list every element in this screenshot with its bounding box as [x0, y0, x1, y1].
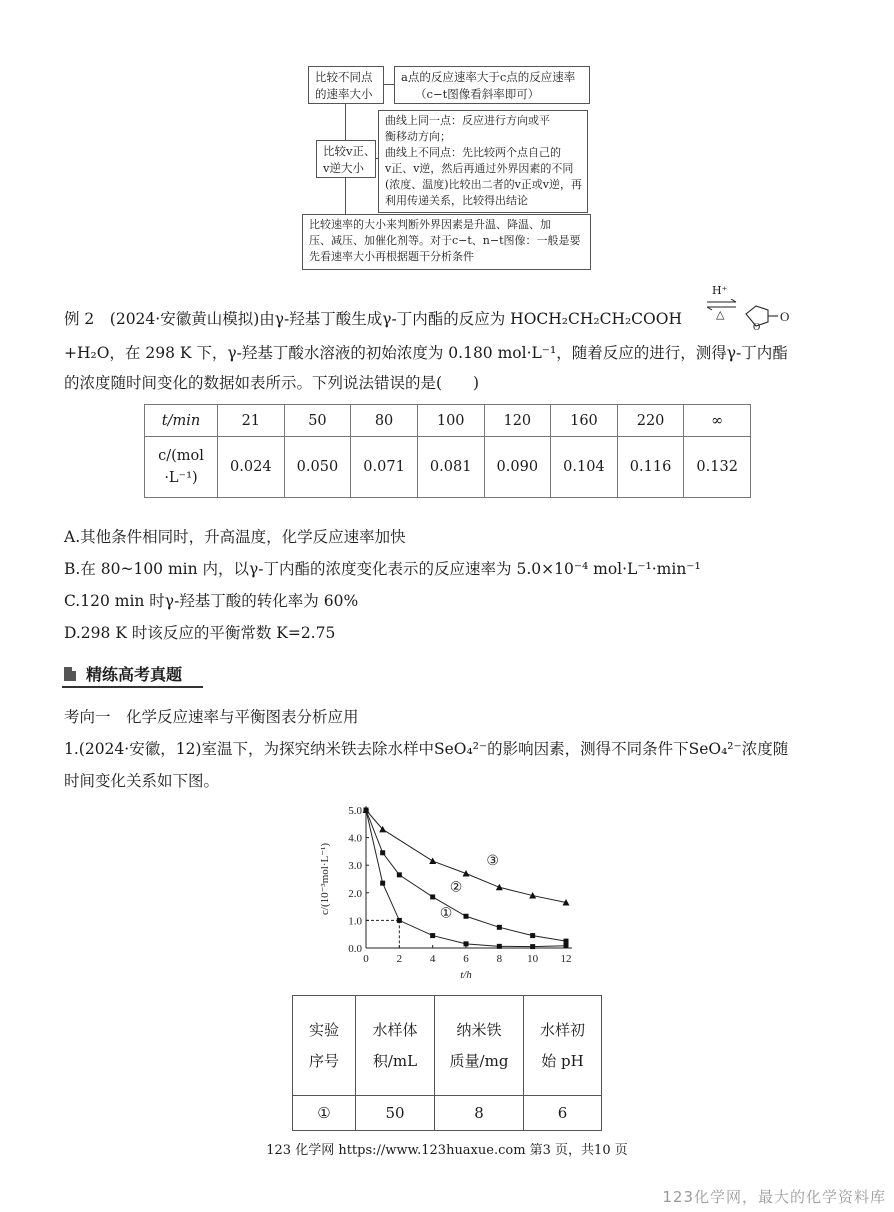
table-cell: 220 [617, 405, 684, 437]
table-cell: 0.090 [484, 437, 551, 498]
table-header-cell: 实验 序号 [293, 996, 356, 1096]
concentration-table [144, 404, 751, 498]
table-cell: ∞ [684, 405, 751, 437]
flow-text: 衡移动方向； [385, 130, 451, 143]
reaction-conditions [706, 284, 738, 320]
y-tick-label: 1.0 [348, 915, 362, 928]
option-b: B.在 80~100 min 内，以γ-丁内酯的浓度变化表示的反应速率为 5.0×10⁻⁴ mol·L⁻¹·min⁻¹ [64, 560, 701, 578]
table-row-label: c/(mol ·L⁻¹) [145, 437, 218, 498]
flow-text: 利用传递关系，比较得出结论 [385, 194, 528, 207]
data-point [380, 881, 385, 886]
x-tick-label: 8 [496, 953, 503, 965]
table-cell: 0.116 [617, 437, 684, 498]
table-cell: 0.050 [284, 437, 351, 498]
table-header-label: t/min [145, 405, 218, 437]
document-icon [64, 667, 76, 681]
data-point [429, 858, 436, 865]
flow-box-external-factors [302, 214, 591, 270]
table-cell: 80 [351, 405, 418, 437]
data-point [530, 933, 535, 938]
catalyst-label: H⁺ [712, 284, 728, 297]
option-d: D.298 K 时该反应的平衡常数 K=2.75 [64, 624, 336, 642]
data-point [397, 918, 402, 923]
option-a: A.其他条件相同时，升高温度，化学反应速率加快 [64, 528, 406, 546]
flow-text: 比较不同点 [315, 70, 373, 84]
table-cell: 8 [435, 1096, 524, 1131]
experiment-conditions-table [292, 995, 602, 1131]
carbonyl-oxygen-label: O [780, 309, 790, 324]
data-point [564, 939, 569, 944]
x-tick-label: 4 [429, 953, 436, 965]
data-point [464, 914, 469, 919]
flow-box-compare-v [316, 140, 376, 178]
table-cell: 100 [417, 405, 484, 437]
question-1-line-1: 1.(2024·安徽，12)室温下，为探究纳米铁去除水样中SeO₄²⁻的影响因素，测得不同条件下SeO₄²⁻浓度随 [64, 740, 789, 758]
flow-connector [345, 178, 346, 214]
data-point [530, 944, 535, 949]
table-header-cell: 水样体 积/mL [356, 996, 435, 1096]
table-row [293, 1096, 602, 1131]
data-point [496, 884, 503, 891]
y-tick-label: 5.0 [348, 805, 362, 817]
x-tick-label: 0 [363, 953, 369, 965]
flow-text: 先看速率大小再根据题干分析条件 [309, 250, 474, 263]
table-header-cell: 纳米铁 质量/mg [435, 996, 524, 1096]
data-point [497, 925, 502, 930]
flow-text: 曲线上不同点：先比较两个点自己的 [385, 146, 561, 159]
section-title: 精练高考真题 [86, 665, 183, 684]
y-tick-label: 4.0 [348, 832, 362, 845]
flow-text: a点的反应速率大于c点的反应速率 [401, 70, 576, 84]
page-footer: 123 化学网 https://www.123huaxue.com 第3 页，共10 页 [266, 1143, 628, 1158]
table-cell: 6 [524, 1096, 602, 1131]
flow-text: v逆大小 [323, 161, 364, 175]
flow-text: v正、v逆，然后再通过外界因素的不同 [385, 162, 574, 175]
table-row [145, 437, 751, 498]
table-cell: ① [293, 1096, 356, 1131]
lactone-ring-structure [738, 300, 794, 332]
table-cell: 50 [284, 405, 351, 437]
flow-connector [384, 84, 394, 85]
flow-box-compare-points [308, 66, 384, 104]
data-point [380, 850, 385, 855]
x-tick-label: 12 [560, 953, 572, 965]
table-cell: 21 [218, 405, 285, 437]
x-tick-label: 2 [396, 953, 403, 965]
flow-connector [345, 104, 346, 140]
watermark: 123化学网，最大的化学资料库 [662, 1188, 886, 1206]
flow-text: (浓度、温度)比较出二者的v正或v逆，再 [385, 178, 583, 191]
flow-box-rate-a-vs-c [394, 66, 590, 104]
option-c: C.120 min 时γ-羟基丁酸的转化率为 60% [64, 592, 359, 610]
flow-text: 比较速率的大小来判断外界因素是升温、降温、加 [309, 218, 551, 231]
flow-text: 的速率大小 [315, 87, 373, 101]
table-cell: 50 [356, 1096, 435, 1131]
table-row [293, 996, 602, 1096]
series-label: ③ [486, 854, 499, 870]
table-cell: 0.071 [351, 437, 418, 498]
selenate-concentration-chart [310, 800, 590, 990]
series-line-1 [366, 810, 566, 947]
data-point [497, 944, 502, 949]
table-header-cell: 水样初 始 pH [524, 996, 602, 1096]
flow-text: 比较v正、 [323, 144, 376, 158]
y-tick-label: 2.0 [348, 887, 362, 900]
data-point [464, 941, 469, 946]
table-cell: 120 [484, 405, 551, 437]
flow-box-same-different-points [378, 110, 588, 213]
table-cell: 0.132 [684, 437, 751, 498]
question-1-line-2: 时间变化关系如下图。 [64, 772, 220, 790]
series-line-3 [366, 810, 566, 902]
data-point [430, 894, 435, 899]
y-tick-label: 0.0 [348, 943, 362, 955]
table-row [145, 405, 751, 437]
table-cell: 160 [551, 405, 618, 437]
data-point [397, 872, 402, 877]
table-cell: 0.104 [551, 437, 618, 498]
x-tick-label: 6 [463, 953, 469, 965]
y-axis-label: c/(10⁻³mol·L⁻¹) [319, 843, 331, 915]
data-point [430, 933, 435, 938]
data-point [564, 943, 569, 948]
data-point [463, 870, 470, 877]
example-line-1: 例 2 (2024·安徽黄山模拟)由γ-羟基丁酸生成γ-丁内酯的反应为 HOCH₂CH₂CH₂COOH [64, 310, 682, 328]
example-line-2: +H₂O，在 298 K 下，γ-羟基丁酸水溶液的初始浓度为 0.180 mol·L⁻¹，随着反应的进行，测得γ-丁内酯 [64, 344, 788, 362]
flow-text: （c−t图像看斜率即可） [415, 87, 540, 101]
x-axis-label: t/h [460, 969, 472, 981]
table-cell: 0.024 [218, 437, 285, 498]
section-subtitle: 考向一 化学反应速率与平衡图表分析应用 [64, 708, 359, 726]
series-label: ① [439, 906, 453, 922]
x-tick-label: 10 [527, 953, 539, 965]
section-underline [62, 686, 203, 688]
flow-text: 压、减压、加催化剂等。对于c−t、n−t图像：一般是要 [309, 234, 581, 247]
heat-label: △ [716, 308, 725, 321]
example-line-3: 的浓度随时间变化的数据如表所示。下列说法错误的是( ) [64, 374, 480, 392]
series-label: ② [449, 880, 463, 896]
flow-text: 曲线上同一点：反应进行方向或平 [385, 114, 550, 127]
y-tick-label: 3.0 [348, 860, 362, 873]
ring-oxygen-label: O [753, 322, 761, 332]
table-cell: 0.081 [417, 437, 484, 498]
